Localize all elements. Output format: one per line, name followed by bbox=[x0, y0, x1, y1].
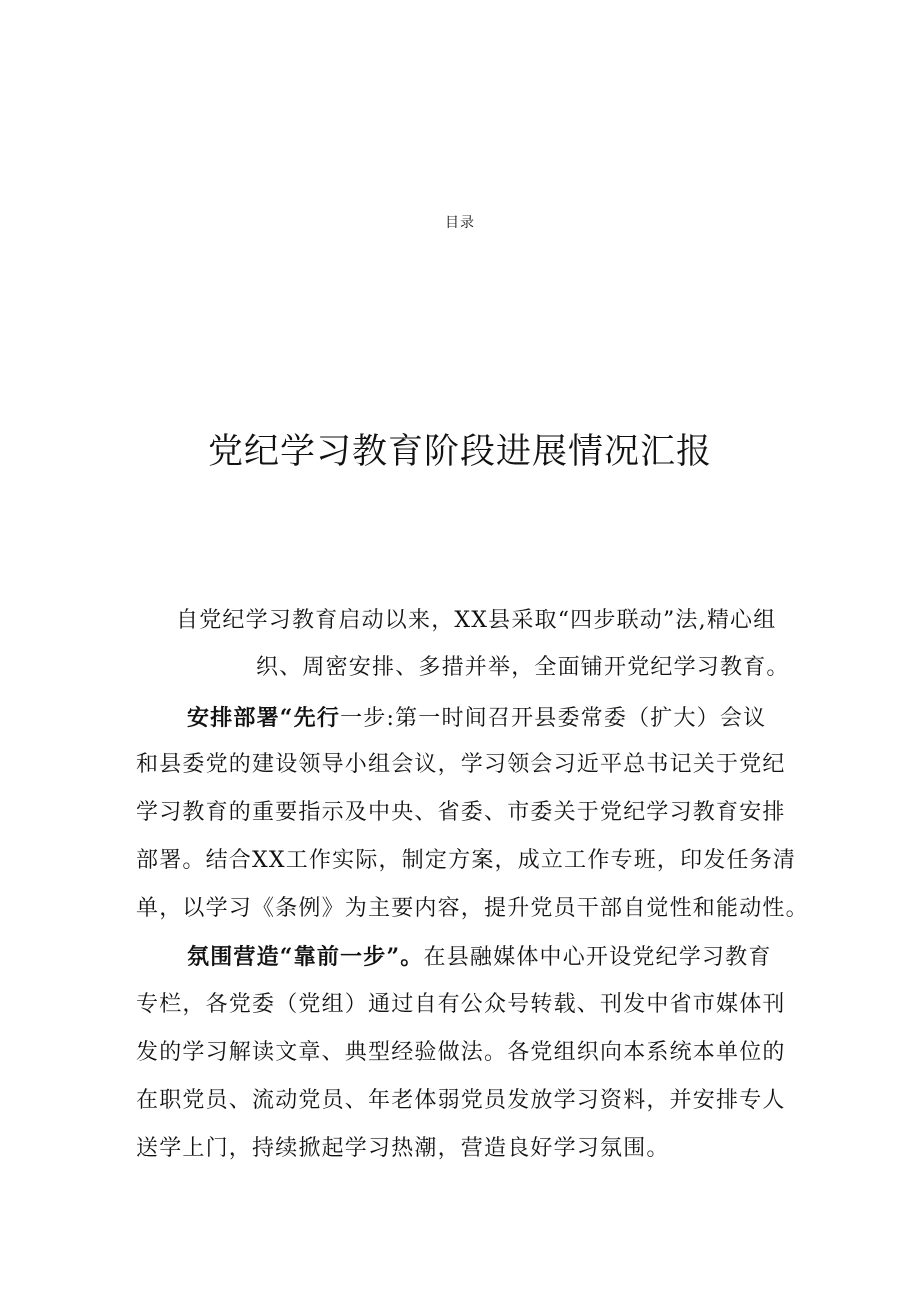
section1-line-2: 和县委党的建设领导小组会议，学习领会习近平总书记关于党纪 bbox=[136, 752, 786, 777]
section2-line-5: 送学上门，持续掀起学习热潮，营造良好学习氛围。 bbox=[136, 1136, 670, 1161]
intro-line-1: 自党纪学习教育启动以来，XX县采取“四步联动”法,精心组 bbox=[176, 608, 777, 633]
intro-line-2: 织、周密安排、多措并举，全面铺开党纪学习教育。 bbox=[256, 655, 790, 680]
section2-line-4: 在职党员、流动党员、年老体弱党员发放学习资料，并安排专人 bbox=[136, 1088, 786, 1113]
document-title: 党纪学习教育阶段进展情况汇报 bbox=[207, 432, 712, 472]
section1-line-3: 学习教育的重要指示及中央、省委、市委关于党纪学习教育安排 bbox=[136, 800, 786, 825]
section2-line-3: 发的学习解读文章、典型经验做法。各党组织向本系统本单位的 bbox=[136, 1040, 786, 1065]
section2-heading: 氛围营造“靠前一步”。 bbox=[187, 944, 424, 970]
section2-line1-text: 在县融媒体中心开设党纪学习教育 bbox=[423, 945, 772, 970]
section1-line-1 bbox=[187, 703, 766, 734]
section1-line-4: 部署。结合XX工作实际，制定方案，成立工作专班，印发任务清 bbox=[136, 848, 797, 873]
toc-label: 目录 bbox=[445, 215, 475, 231]
section1-line-5: 单，以学习《条例》为主要内容，提升党员干部自觉性和能动性。 bbox=[136, 896, 809, 921]
section2-line-1 bbox=[187, 942, 772, 973]
section1-line1-text: 一步:第一时间召开县委常委（扩大）会议 bbox=[340, 706, 767, 731]
section1-heading: 安排部署“先行 bbox=[187, 705, 341, 731]
section2-line-2: 专栏，各党委（党组）通过自有公众号转载、刊发中省市媒体刊 bbox=[136, 992, 786, 1017]
